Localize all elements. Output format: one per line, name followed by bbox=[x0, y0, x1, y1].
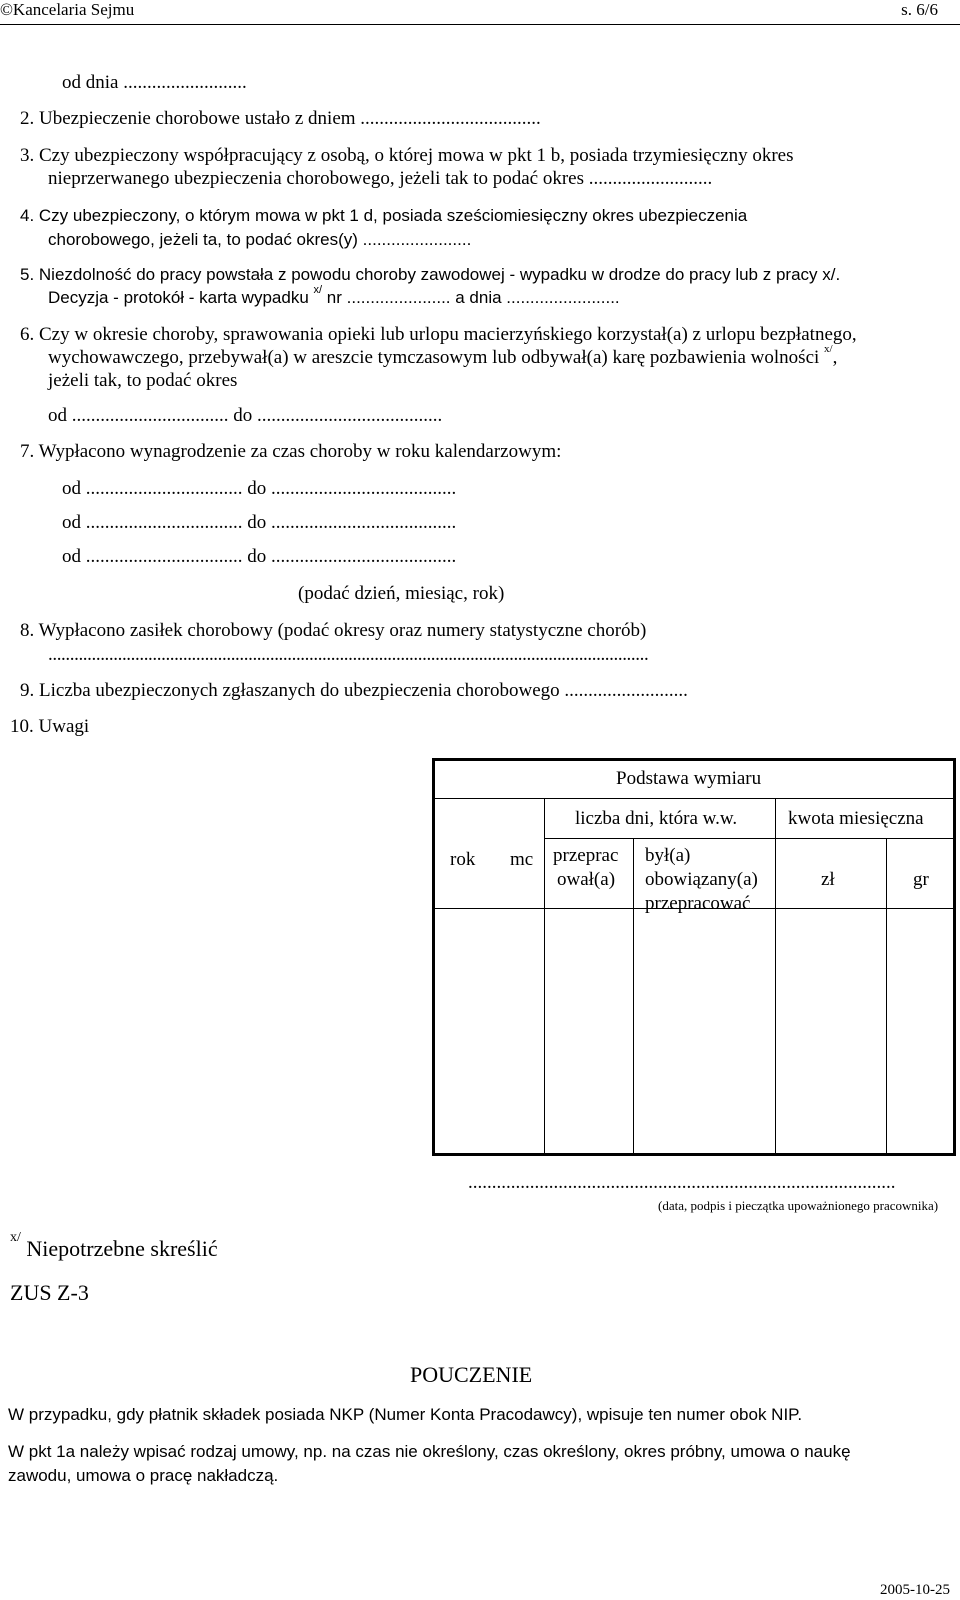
table-rule-2 bbox=[544, 838, 953, 839]
form-code: ZUS Z-3 bbox=[10, 1280, 89, 1305]
table-col-obliged-l1: był(a) bbox=[645, 845, 691, 866]
item-4-line-1: 4. Czy ubezpieczony, o którym mowa w pkt 1 d, posiada sześciomiesięczny okres ubezpieczenia bbox=[20, 206, 748, 225]
table-rule-1 bbox=[435, 798, 953, 799]
footer-date: 2005-10-25 bbox=[880, 1582, 950, 1598]
table-col-zl: zł bbox=[821, 869, 835, 890]
item-10: 10. Uwagi bbox=[10, 716, 90, 737]
item-5-text-a: Decyzja - protokół - karta wypadku bbox=[48, 288, 314, 307]
table-col-line-2 bbox=[633, 838, 634, 1153]
item-6-line-3: jeżeli tak, to podać okres bbox=[48, 370, 238, 391]
item-6-footnote-mark: x/ bbox=[824, 343, 833, 355]
table-col-gr: gr bbox=[913, 869, 929, 890]
item-6-line-2 bbox=[48, 343, 838, 369]
footnote bbox=[10, 1230, 218, 1262]
item-7: 7. Wypłacono wynagrodzenie za czas choroby w roku kalendarzowym: bbox=[20, 441, 562, 462]
table-col-worked-l2: ował(a) bbox=[557, 869, 616, 890]
item-9: 9. Liczba ubezpieczonych zgłaszanych do ubezpieczenia chorobowego .......................... bbox=[20, 680, 688, 701]
footnote-mark: x/ bbox=[10, 1230, 21, 1245]
item-6-text-a: wychowawczego, przebywał(a) w areszcie tymczasowym lub odbywał(a) karę pozbawienia wolności bbox=[48, 347, 825, 368]
item-8-dots: .......................................................................................................................................... bbox=[48, 644, 649, 665]
item-8: 8. Wypłacono zasiłek chorobowy (podać okresy oraz numery statystyczne chorób) bbox=[20, 620, 647, 641]
table-col-line-4 bbox=[886, 838, 887, 1153]
table-col-obliged-l2: obowiązany(a) bbox=[645, 869, 758, 890]
item-3-line-2: nieprzerwanego ubezpieczenia chorobowego, jeżeli tak to podać okres .......................... bbox=[48, 168, 713, 189]
page-number: s. 6/6 bbox=[901, 0, 938, 19]
table-col-obliged-l3: przepracować bbox=[645, 893, 751, 914]
signature-dots: .......................................................................................... bbox=[468, 1172, 896, 1193]
item-3-line-1: 3. Czy ubezpieczony współpracujący z osobą, o której mowa w pkt 1 b, posiada trzymiesięczny okres bbox=[20, 145, 794, 166]
item-4-line-2: chorobowego, jeżeli ta, to podać okres(y) ....................... bbox=[48, 230, 472, 249]
table-col-rok: rok bbox=[450, 849, 476, 870]
item-7-note: (podać dzień, miesiąc, rok) bbox=[298, 583, 505, 604]
signature-caption: (data, podpis i pieczątka upoważnionego pracownika) bbox=[658, 1198, 939, 1213]
table-col-line-3 bbox=[775, 798, 776, 1153]
pouczenie-title: POUCZENIE bbox=[410, 1362, 533, 1387]
table-amount-header: kwota miesięczna bbox=[788, 808, 924, 829]
item-5-line-2 bbox=[48, 284, 620, 308]
header-rule bbox=[0, 24, 960, 25]
pouczenie-paragraph-2-line-2: zawodu, umowa o pracę nakładczą. bbox=[8, 1466, 279, 1485]
pouczenie-paragraph-2-line-1: W pkt 1a należy wpisać rodzaj umowy, np. na czas nie określony, czas określony, okres próbny, umowa o naukę bbox=[8, 1442, 851, 1461]
table-days-header: liczba dni, która w.w. bbox=[575, 808, 738, 829]
item-6-period: od ................................. do ....................................... bbox=[48, 405, 443, 426]
header-left: ©Kancelaria Sejmu bbox=[0, 0, 135, 19]
item-6-text-b: , bbox=[832, 347, 838, 368]
item-5-footnote-mark: x/ bbox=[313, 284, 323, 296]
pouczenie-paragraph-1: W przypadku, gdy płatnik składek posiada NKP (Numer Konta Pracodawcy), wpisuje ten numer obok NIP. bbox=[8, 1405, 803, 1424]
table-col-worked-l1: przeprac bbox=[553, 845, 619, 866]
item-7-period-2: od ................................. do ....................................... bbox=[62, 512, 457, 533]
table-title: Podstawa wymiaru bbox=[616, 768, 762, 789]
item-5-line-1: 5. Niezdolność do pracy powstała z powodu choroby zawodowej - wypadku w drodze do pracy lub z pracy x/. bbox=[20, 265, 841, 284]
table-col-line-1 bbox=[544, 798, 545, 1153]
item-2: 2. Ubezpieczenie chorobowe ustało z dniem ...................................... bbox=[20, 108, 541, 129]
item-od-dnia: od dnia .......................... bbox=[62, 72, 247, 93]
table-col-mc: mc bbox=[510, 849, 534, 870]
item-7-period-3: od ................................. do ....................................... bbox=[62, 546, 457, 567]
item-7-period-1: od ................................. do ....................................... bbox=[62, 478, 457, 499]
footnote-text: Niepotrzebne skreślić bbox=[20, 1236, 218, 1261]
item-5-text-b: nr ...................... a dnia ........................ bbox=[322, 288, 620, 307]
item-6-line-1: 6. Czy w okresie choroby, sprawowania opieki lub urlopu macierzyńskiego korzystał(a) z urlopu bezpłatnego, bbox=[20, 324, 857, 345]
